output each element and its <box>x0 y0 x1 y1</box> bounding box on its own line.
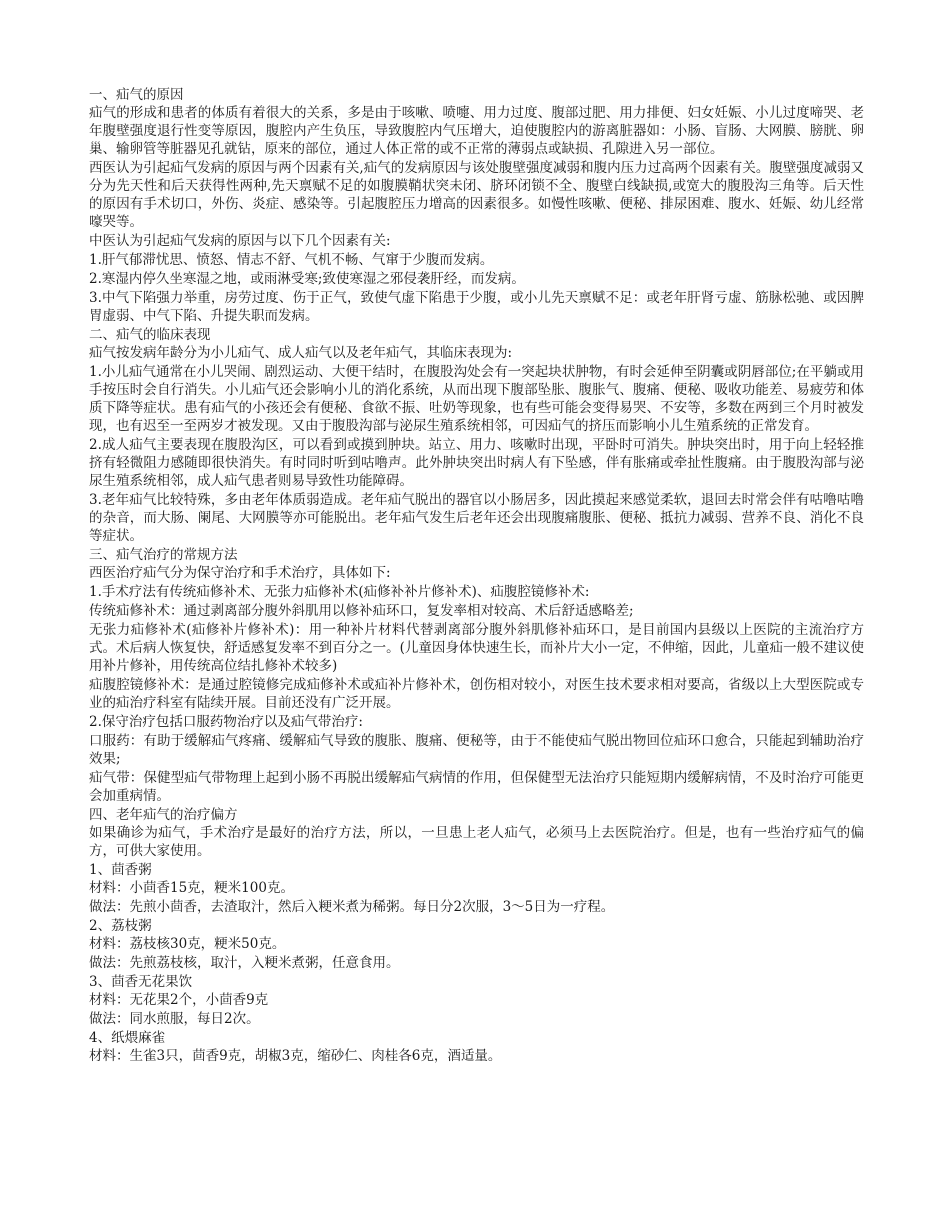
paragraph: 中医认为引起疝气发病的原因与以下几个因素有关: <box>89 233 391 249</box>
paragraph: 无张力疝修补术(疝修补片修补术)：用一种补片材料代替剥离部分腹外斜肌修补疝环口，是目前国内县级以上医院的主流治疗方式。术后病人恢复快，舒适感复发率不到百分之一。(儿童因身体快速生长，而补片大小一定，不伸缩，因此，儿童疝一般不建议使用补片修补，用传统高位结扎修补术较多) <box>89 622 864 674</box>
paragraph: 3.中气下陷强力举重，房劳过度、伤于正气，致使气虚下陷患于少腹，或小儿先天禀赋不足：或老年肝肾亏虚、筋脉松驰、或因脾胃虚弱、中气下陷、升提失职而发病。 <box>89 290 864 324</box>
section-heading: 3、茴香无花果饮 <box>89 974 193 990</box>
paragraph: 3.老年疝气比较特殊，多由老年体质弱造成。老年疝气脱出的器官以小肠居多，因此摸起来感觉柔软，退回去时常会伴有咕噜咕噜的杂音，而大肠、阑尾、大网膜等亦可能脱出。老年疝气发生后老年还会出现腹痛腹胀、便秘、抵抗力减弱、营养不良、消化不良等症状。 <box>89 492 864 544</box>
paragraph: 1.小儿疝气通常在小儿哭闹、剧烈运动、大便干结时，在腹股沟处会有一突起块状肿物，有时会延伸至阴囊或阴唇部位;在平躺或用手按压时会自行消失。小儿疝气还会影响小儿的消化系统，从而出现下腹部坠胀、腹胀气、腹痛、便秘、吸收功能差、易疲劳和体质下降等症状。患有疝气的小孩还会有便秘、食欲不振、吐奶等现象，也有些可能会变得易哭、不安等，多数在两到三个月时被发现，也有迟至一至两岁才被发现。又由于腹股沟部与泌尿生殖系统相邻，可因疝气的挤压而影响小儿生殖系统的正常发育。 <box>89 364 864 434</box>
paragraph: 如果确诊为疝气，手术治疗是最好的治疗方法，所以，一旦患上老人疝气，必须马上去医院治疗。但是，也有一些治疗疝气的偏方，可供大家使用。 <box>89 825 864 859</box>
document-body <box>89 86 864 1065</box>
paragraph: 2.成人疝气主要表现在腹股沟区，可以看到或摸到肿块。站立、用力、咳嗽时出现，平卧时可消失。肿块突出时，用于向上轻轻推挤有轻微阻力感随即很快消失。有时同时听到咕噜声。此外肿块突出时病人有下坠感，伴有胀痛或牵扯性腹痛。由于腹股沟部与泌尿生殖系统相邻，成人疝气患者则易导致性功能障碍。 <box>89 437 864 489</box>
paragraph: 西医治疗疝气分为保守治疗和手术治疗，具体如下: <box>89 565 391 581</box>
paragraph: 疝气带：保健型疝气带物理上起到小肠不再脱出缓解疝气病情的作用，但保健型无法治疗只能短期内缓解病情，不及时治疗可能更会加重病情。 <box>89 770 864 804</box>
section-heading: 二、疝气的临床表现 <box>89 327 211 343</box>
paragraph: 材料：无花果2个，小茴香9克 <box>89 992 269 1008</box>
paragraph: 2.保守治疗包括口服药物治疗以及疝气带治疗: <box>89 714 363 730</box>
section-heading: 一、疝气的原因 <box>89 87 184 103</box>
paragraph: 1.手术疗法有传统疝修补术、无张力疝修补术(疝修补补片修补术)、疝腹腔镜修补术: <box>89 584 590 600</box>
section-heading: 四、老年疝气的治疗偏方 <box>89 807 238 823</box>
section-heading: 2、荔枝粥 <box>89 918 152 934</box>
paragraph: 材料：荔枝核30克，粳米50克。 <box>89 936 286 952</box>
paragraph: 1.肝气郁滞忧思、愤怒、情志不舒、气机不畅、气窜于少腹而发病。 <box>89 252 494 268</box>
section-heading: 1、茴香粥 <box>89 862 152 878</box>
paragraph: 口服药：有助于缓解疝气疼痛、缓解疝气导致的腹胀、腹痛、便秘等，由于不能使疝气脱出物回位疝环口愈合，只能起到辅助治疗效果; <box>89 733 864 767</box>
section-heading: 三、疝气治疗的常规方法 <box>89 547 238 563</box>
paragraph: 疝气按发病年龄分为小儿疝气、成人疝气以及老年疝气，其临床表现为: <box>89 345 513 361</box>
paragraph: 传统疝修补术：通过剥离部分腹外斜肌用以修补疝环口，复发率相对较高、术后舒适感略差; <box>89 603 634 619</box>
section-heading: 4、纸煨麻雀 <box>89 1030 166 1046</box>
paragraph: 2.寒湿内停久坐寒湿之地，或雨淋受寒;致使寒湿之邪侵袭肝经，而发病。 <box>89 271 525 287</box>
paragraph: 材料：小茴香15克，粳米100克。 <box>89 880 294 896</box>
paragraph: 做法：同水煎服，每日2次。 <box>89 1011 260 1027</box>
paragraph: 做法：先煎荔枝核，取汁，入粳米煮粥，任意食用。 <box>89 955 400 971</box>
paragraph: 做法：先煎小茴香，去渣取汁，然后入粳米煮为稀粥。每日分2次服，3～5日为一疗程。 <box>89 899 615 915</box>
paragraph: 材料：生雀3只，茴香9克，胡椒3克，缩砂仁、肉桂各6克，酒适量。 <box>89 1048 502 1064</box>
paragraph: 疝腹腔镜修补术：是通过腔镜修完成疝修补术或疝补片修补术，创伤相对较小，对医生技术要求相对要高，省级以上大型医院或专业的疝治疗科室有陆续开展。目前还没有广泛开展。 <box>89 677 864 711</box>
paragraph: 疝气的形成和患者的体质有着很大的关系，多是由于咳嗽、喷嚏、用力过度、腹部过肥、用力排便、妇女妊娠、小儿过度啼哭、老年腹壁强度退行性变等原因，腹腔内产生负压，导致腹腔内气压增大，迫使腹腔内的游离脏器如：小肠、盲肠、大网膜、膀胱、卵巢、输卵管等脏器见孔就钻，原来的部位，通过人体正常的或不正常的薄弱点或缺损、孔隙进入另一部位。 <box>89 105 864 157</box>
paragraph: 西医认为引起疝气发病的原因与两个因素有关,疝气的发病原因与该处腹壁强度减弱和腹内压力过高两个因素有关。腹壁强度减弱又分为先天性和后天获得性两种,先天禀赋不足的如腹膜鞘状突未闭、脐环闭锁不全、腹壁白线缺损,或宽大的腹股沟三角等。后天性的原因有手术切口，外伤、炎症、感染等。引起腹腔压力增高的因素很多。如慢性咳嗽、便秘、排尿困难、腹水、妊娠、幼儿经常嚎哭等。 <box>89 160 864 230</box>
